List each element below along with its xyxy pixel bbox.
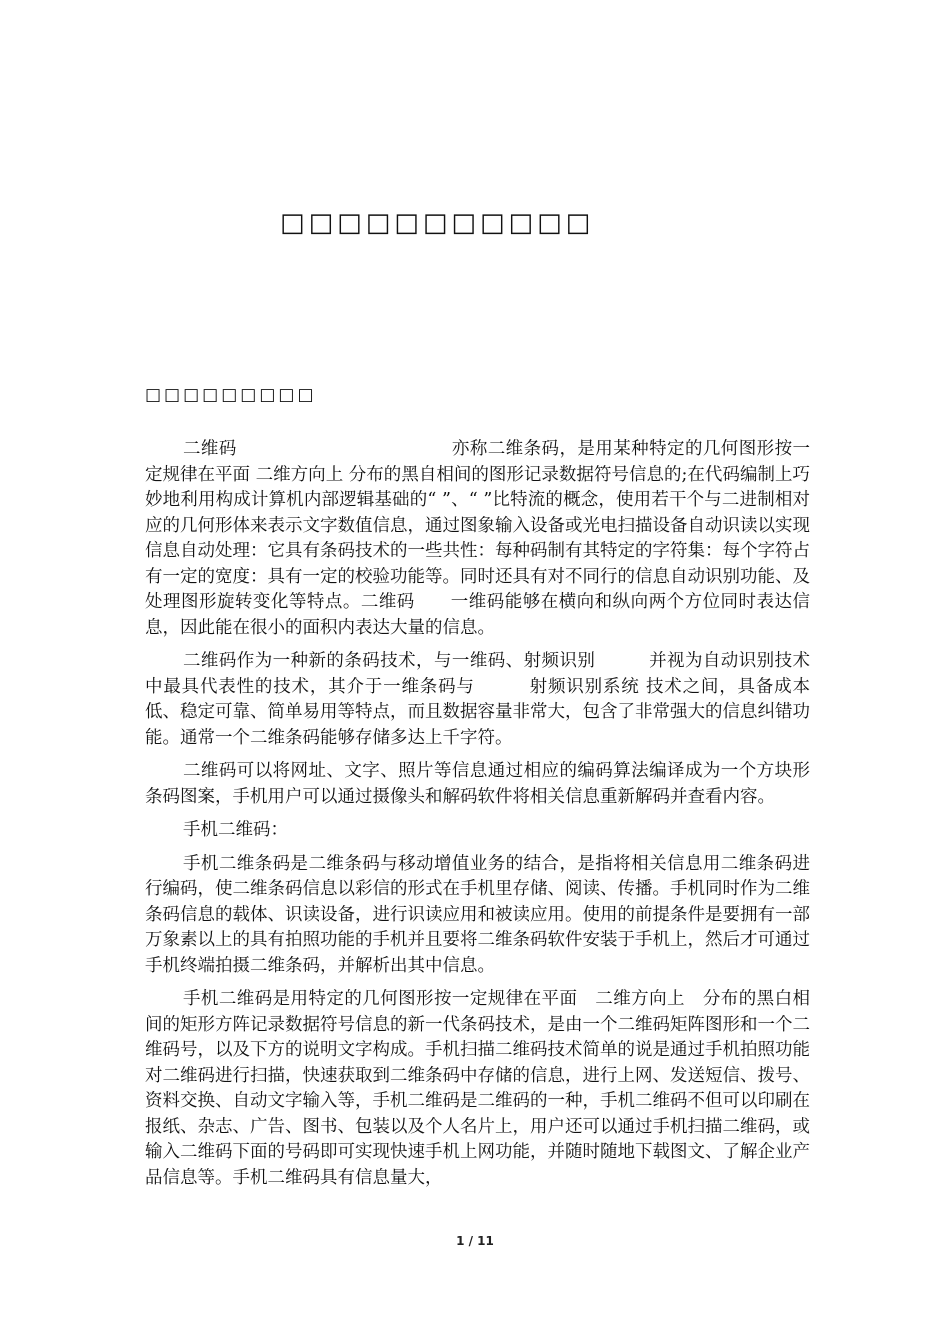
paragraph-technology: 二维码作为一种新的条码技术，与一维码、射频识别 并视为自动识别技术中最具代表性的技术，其介于一维条码与 射频识别系统 技术之间，具备成本低、稳定可靠、简单易用等特点，而且数据容量非常大，包含了非常强大的信息纠错功能。通常一个二维条码能够存储多达上千字符。 <box>145 651 810 748</box>
paragraph-mobile-heading: 手机二维码： <box>183 820 288 840</box>
page-indicator: 1 / 11 <box>456 1234 494 1248</box>
document-title: □□□□□□□□□□□ <box>280 208 595 238</box>
section-heading: □□□□□□□□□ <box>145 385 317 405</box>
paragraph-mobile-detail: 手机二维码是用特定的几何图形按一定规律在平面 二维方向上 分布的黑白相间的矩形方阵记录数据符号信息的新一代条码技术，是由一个二维码矩阵图形和一个二维码号，以及下方的说明文字构成。手机扫描二维码技术简单的说是通过手机拍照功能对二维码进行扫描，快速获取到二维条码中存储的信息，进行上网、发送短信、拨号、资料交换、自动文字输入等，手机二维码是二维码的一种，手机二维码不但可以印刷在报纸、杂志、广告、图书、包装以及个人名片上，用户还可以通过手机扫描二维码，或输入二维码下面的号码即可实现快速手机上网功能，并随时随地下载图文、了解企业产品信息等。手机二维码具有信息量大， <box>145 989 810 1188</box>
document-body <box>145 437 845 1199</box>
paragraph-mobile-definition: 手机二维条码是二维条码与移动增值业务的结合，是指将相关信息用二维条码进行编码，使二维条码信息以彩信的形式在手机里存储、阅读、传播。手机同时作为二维条码信息的载体、识读设备，进行识读应用和被读应用。使用的前提条件是要拥有一部 万象素以上的具有拍照功能的手机并且要将二维条码软件安装于手机上，然后才可通过手机终端拍摄二维条码，并解析出其中信息。 <box>145 853 845 976</box>
paragraph-encoding: 二维码可以将网址、文字、照片等信息通过相应的编码算法编译成为一个方块形条码图案，手机用户可以通过摄像头和解码软件将相关信息重新解码并查看内容。 <box>145 761 810 807</box>
paragraph-intro: 二维码 亦称二维条码，是用某种特定的几何图形按一定规律在平面 二维方向上 分布的黑自相间的图形记录数据符号信息的;在代码编制上巧妙地利用构成计算机内部逻辑基础的“ ”、“ ”比特流的概念，使用若干个与二进制相对应的几何形体来表示文字数值信息，通过图象输入设备或光电扫描设备自动识读以实现信息自动处理：它具有条码技术的一些共性：每种码制有其特定的字符集：每个字符占有一定的宽度：具有一定的校验功能等。同时还具有对不同行的信息自动识别功能、及处理图形旋转变化等特点。二维码 一维码能够在横向和纵向两个方位同时表达信息，因此能在很小的面积内表达大量的信息。 <box>145 439 810 638</box>
